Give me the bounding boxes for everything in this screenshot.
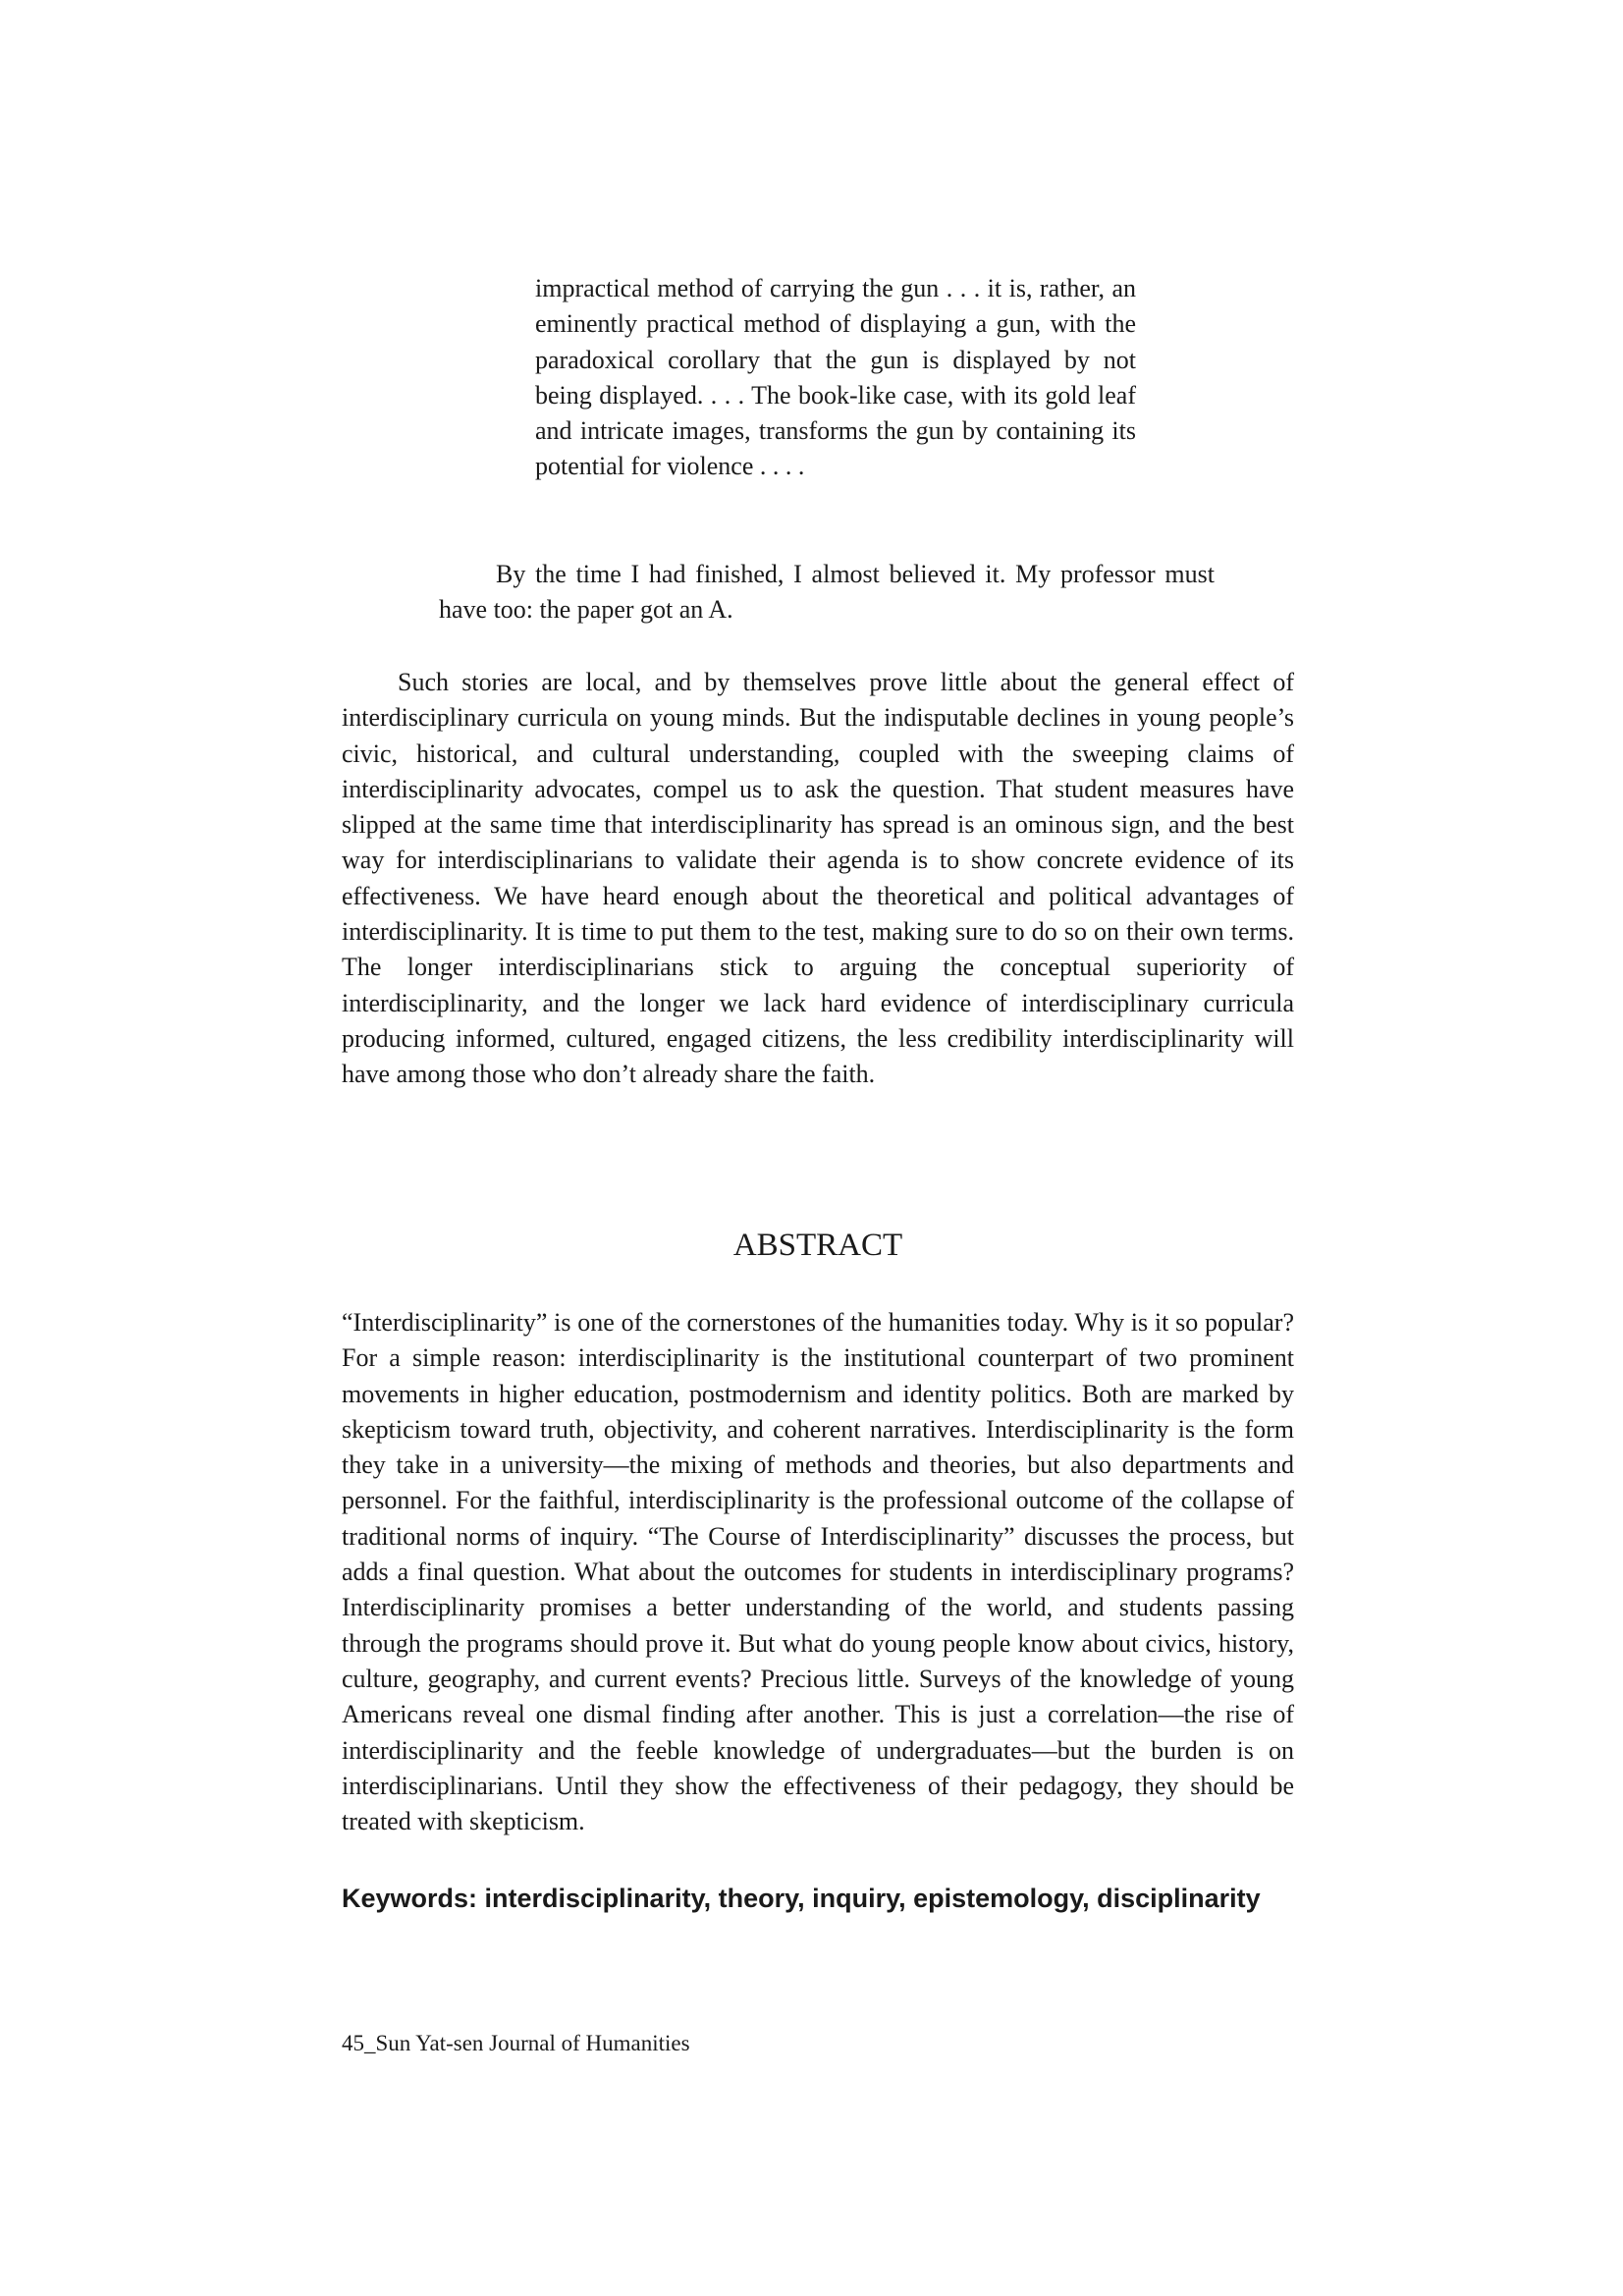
abstract-heading: ABSTRACT [732, 1228, 903, 1263]
abstract-text: “Interdisciplinarity” is one of the cornerstones of the humanities today. Why is it so popular? For a simple reason: interdisciplinarity is the institutional counterpart of two prominent movements in higher education, postmodernism and identity politics. Both are marked by skepticism toward truth, objectivity, and coherent narratives. Interdisciplinarity is the form they take in a university—the mixing of methods and theories, but also departments and personnel. For the faithful, interdisciplinarity is the professional outcome of the collapse of traditional norms of inquiry. “The Course of Interdisciplinarity” discusses the process, but adds a final question. What about the outcomes for students in interdisciplinary programs? Interdisciplinarity promises a better understanding of the world, and students passing through the programs should prove it. But what do young people know about civics, history, culture, geography, and current events? Precious little. Surveys of the knowledge of young Americans reveal one dismal finding after another. This is just a correlation—the rise of interdisciplinarity and the feeble knowledge of undergraduates—but the burden is on interdisciplinarians. Until they show the effectiveness of their pedagogy, they should be treated with skepticism. [342, 1308, 1294, 1836]
body-paragraph: Such stories are local, and by themselves prove little about the general effect of interdisciplinary curricula on young minds. But the indisputable declines in young people’s civic, historical, and cultural understanding, coupled with the sweeping claims of interdisciplinarity advocates, compel us to ask the question. That student measures have slipped at the same time that interdisciplinarity has spread is an ominous sign, and the best way for interdisciplinarians to validate their agenda is to show concrete evidence of its effectiveness. We have heard enough about the theoretical and political advantages of interdisciplinarity. It is time to put them to the test, making sure to do so on their own terms. The longer interdisciplinarians stick to arguing the conceptual superiority of interdisciplinarity, and the longer we lack hard evidence of interdisciplinary curricula producing informed, cultured, engaged citizens, the less credibility interdisciplinarity will have among those who don’t already share the faith. [342, 668, 1294, 1089]
outer-block-quote: By the time I had finished, I almost believed it. My professor must have too: the paper got an A. [439, 560, 1215, 625]
inner-block-quote: impractical method of carrying the gun . . . it is, rather, an eminently practical method of displaying a gun, with the paradoxical corollary that the gun is displayed by not being displayed. . . . The book-like case, with its gold leaf and intricate images, transforms the gun by containing its potential for violence . . . . [535, 274, 1136, 481]
keywords-line: Keywords: interdisciplinarity, theory, inquiry, epistemology, disciplinarity [342, 1884, 1261, 1913]
page-footer: 45_Sun Yat-sen Journal of Humanities [342, 2031, 690, 2055]
